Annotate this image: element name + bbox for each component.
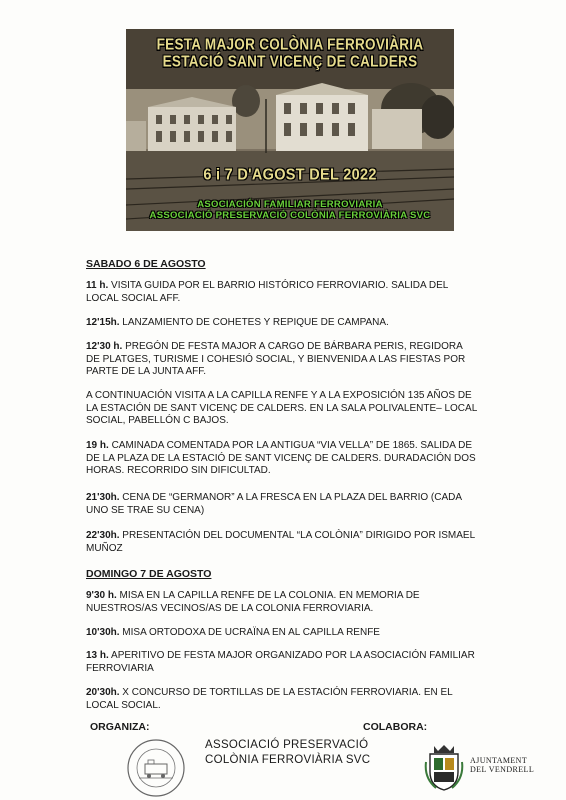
vendrell-crest-logo	[424, 742, 464, 792]
item-time: 13 h.	[86, 650, 109, 661]
program-item	[86, 280, 478, 305]
day1-heading: SABADO 6 DE AGOSTO	[86, 258, 206, 270]
item-text: MISA EN LA CAPILLA RENFE DE LA COLONIA. EN MEMORIA DE NUESTROS/AS VECINOS/AS DE LA COLONIA FERROVIARIA.	[86, 590, 420, 614]
program-item	[86, 687, 478, 712]
item-time: 22'30h.	[86, 530, 120, 541]
association-name	[205, 738, 370, 767]
banner-title-line1: FESTA MAJOR COLÒNIA FERROVIÀRIA	[156, 35, 424, 54]
ajuntament-line2: DEL VENDRELL	[470, 765, 535, 774]
organiza-label: ORGANIZA:	[90, 721, 150, 733]
program-item	[86, 590, 478, 615]
item-text: CAMINADA COMENTADA POR LA ANTIGUA “VIA VELLA” DE 1865. SALIDA DE DE LA PLAZA DE LA ESTACIÓ DE SANT VICENÇ DE CALDERS. DURADACIÓN DOS HORAS. RECORRIDO SIN DIFICULTAD.	[86, 440, 476, 476]
item-time: 19 h.	[86, 440, 109, 451]
item-text: APERITIVO DE FESTA MAJOR ORGANIZADO POR LA ASOCIACIÓN FAMILIAR FERROVIARIA	[86, 650, 475, 674]
banner-title-line2: ESTACIÓ SANT VICENÇ DE CALDERS	[162, 52, 418, 71]
item-time: 10'30h.	[86, 627, 120, 638]
item-text: VISITA GUIDA POR EL BARRIO HISTÓRICO FERROVIARIO. SALIDA DEL LOCAL SOCIAL AFF.	[86, 280, 448, 304]
program-item	[86, 650, 478, 675]
item-time: 12'15h.	[86, 317, 120, 328]
item-time: 11 h.	[86, 280, 109, 291]
event-banner	[126, 29, 454, 231]
item-time: 9'30 h.	[86, 590, 117, 601]
banner-assoc-line2: ASSOCIACIÓ PRESERVACIÓ COLÒNIA FERROVIÀRIA SVC	[149, 210, 431, 221]
ajuntament-line1: AJUNTAMENT	[470, 756, 528, 765]
item-text: MISA ORTODOXA DE UCRAÏNA EN AL CAPILLA RENFE	[119, 627, 380, 638]
item-time: 20'30h.	[86, 687, 120, 698]
item-time: 12'30 h.	[86, 341, 123, 352]
item-time: 21'30h.	[86, 492, 120, 503]
program-item	[86, 341, 478, 379]
colabora-label: COLABORA:	[363, 721, 428, 733]
program-item	[86, 627, 478, 640]
program-item	[86, 530, 478, 555]
item-text: CENA DE “GERMANOR” A LA FRESCA EN LA PLAZA DEL BARRIO (CADA UNO SE TRAE SU CENA)	[86, 492, 462, 516]
item-text: PRESENTACIÓN DEL DOCUMENTAL “LA COLÒNIA” DIRIGIDO POR ISMAEL MUÑOZ	[86, 530, 475, 554]
association-name-line1: ASSOCIACIÓ PRESERVACIÓ	[205, 739, 369, 751]
banner-assoc-line1: ASOCIACIÓN FAMILIAR FERROVIARIA	[197, 199, 383, 210]
banner-date: 6 i 7 D'AGOST DEL 2022	[203, 166, 377, 184]
item-text: PREGÓN DE FESTA MAJOR A CARGO DE BÁRBARA PERIS, REGIDORA DE PLATGES, TURISME I COHESIÓ SOCIAL, Y BIENVENIDA A LAS FIESTAS POR PARTE DE LA JUNTA AFF.	[86, 341, 466, 377]
program-item	[86, 390, 478, 428]
item-text: LANZAMIENTO DE COHETES Y REPIQUE DE CAMPANA.	[119, 317, 389, 328]
day2-heading: DOMINGO 7 DE AGOSTO	[86, 568, 212, 580]
program-item	[86, 492, 478, 517]
ajuntament-name	[470, 756, 534, 774]
association-name-line2: COLÒNIA FERROVIÀRIA SVC	[205, 753, 371, 766]
program-item	[86, 440, 478, 478]
program-item	[86, 317, 478, 330]
association-seal-logo	[125, 737, 187, 799]
item-text: X CONCURSO DE TORTILLAS DE LA ESTACIÓN FERROVIARIA. EN EL LOCAL SOCIAL.	[86, 687, 453, 711]
item-text: A CONTINUACIÓN VISITA A LA CAPILLA RENFE Y A LA EXPOSICIÓN 135 AÑOS DE LA ESTACIÓN DE SANT VICENÇ DE CALDERS. EN LA SALA POLIVALENTE– LOCAL SOCIAL, PABELLÓN C BAJOS.	[86, 390, 477, 426]
